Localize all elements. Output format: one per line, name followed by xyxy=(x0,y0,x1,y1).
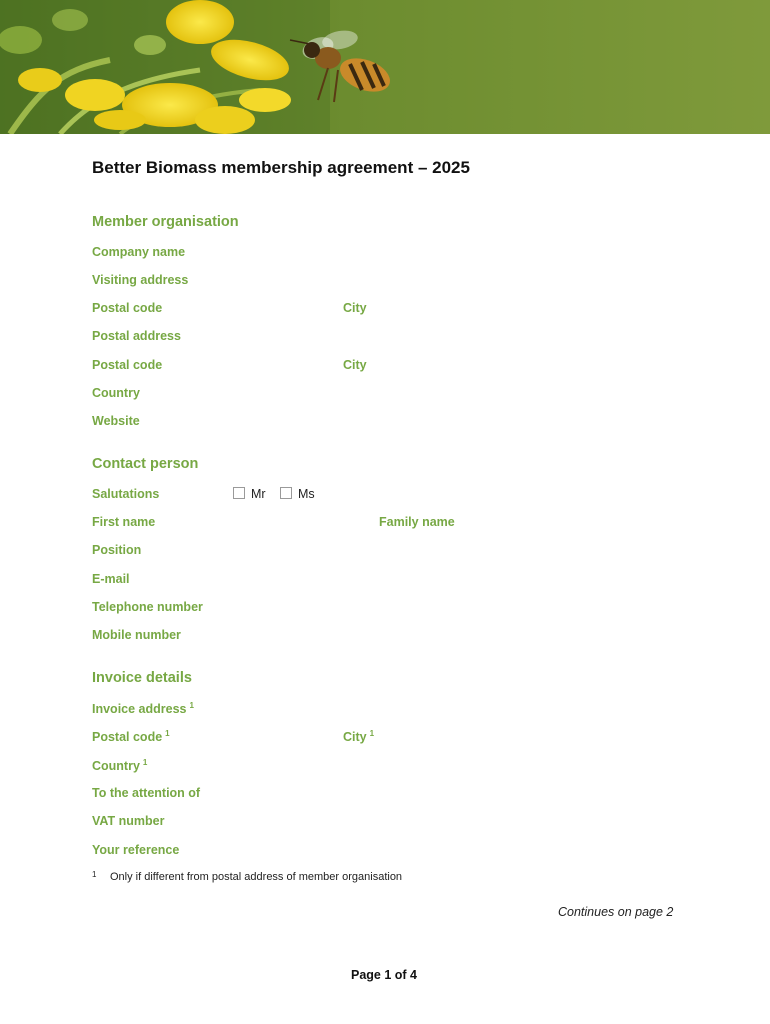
company-name-label: Company name xyxy=(92,245,186,259)
section-member-organisation: Member organisation xyxy=(92,214,239,230)
footnote-ref: 1 xyxy=(142,758,148,767)
header-banner xyxy=(0,0,770,134)
invoice-city-text: City xyxy=(343,730,367,744)
invoice-postal-code-text: Postal code xyxy=(92,730,163,744)
postal-address-label: Postal address xyxy=(92,329,181,343)
invoice-city-label xyxy=(343,729,374,744)
checkbox-mr[interactable] xyxy=(233,487,245,499)
first-name-label: First name xyxy=(92,515,156,529)
flower-bee-illustration xyxy=(0,0,770,134)
checkbox-ms[interactable] xyxy=(280,487,292,499)
footnote-number: 1 xyxy=(92,870,97,879)
invoice-address-label xyxy=(92,701,194,716)
country-label: Country xyxy=(92,386,140,400)
salutations-label: Salutations xyxy=(92,487,160,501)
vat-number-label: VAT number xyxy=(92,814,165,828)
invoice-country-text: Country xyxy=(92,759,140,773)
footnote-ref: 1 xyxy=(369,729,375,738)
attention-label: To the attention of xyxy=(92,786,201,800)
page-number: Page 1 of 4 xyxy=(351,968,417,982)
footnote-ref: 1 xyxy=(189,701,194,710)
position-label: Position xyxy=(92,543,142,557)
invoice-address-text: Invoice address xyxy=(92,702,187,716)
invoice-postal-code-label xyxy=(92,729,170,744)
telephone-label: Telephone number xyxy=(92,600,203,614)
postal-code-label: Postal code xyxy=(92,301,163,315)
city-label: City xyxy=(343,301,367,315)
footnote-text: Only if different from postal address of member organisation xyxy=(110,871,403,883)
footnote-ref: 1 xyxy=(165,729,170,738)
your-reference-label: Your reference xyxy=(92,843,180,857)
mobile-label: Mobile number xyxy=(92,628,181,642)
invoice-country-label xyxy=(92,758,147,773)
continues-note: Continues on page 2 xyxy=(558,905,674,919)
document-title: Better Biomass membership agreement – 2025 xyxy=(92,158,470,177)
visiting-address-label: Visiting address xyxy=(92,273,189,287)
city-label-2: City xyxy=(343,358,367,372)
section-invoice-details: Invoice details xyxy=(92,670,192,686)
option-ms-label: Ms xyxy=(298,487,315,501)
option-mr-label: Mr xyxy=(251,487,266,501)
section-contact-person: Contact person xyxy=(92,456,199,472)
website-label: Website xyxy=(92,414,140,428)
email-label: E-mail xyxy=(92,572,130,586)
family-name-label: Family name xyxy=(379,515,455,529)
postal-code-label-2: Postal code xyxy=(92,358,163,372)
